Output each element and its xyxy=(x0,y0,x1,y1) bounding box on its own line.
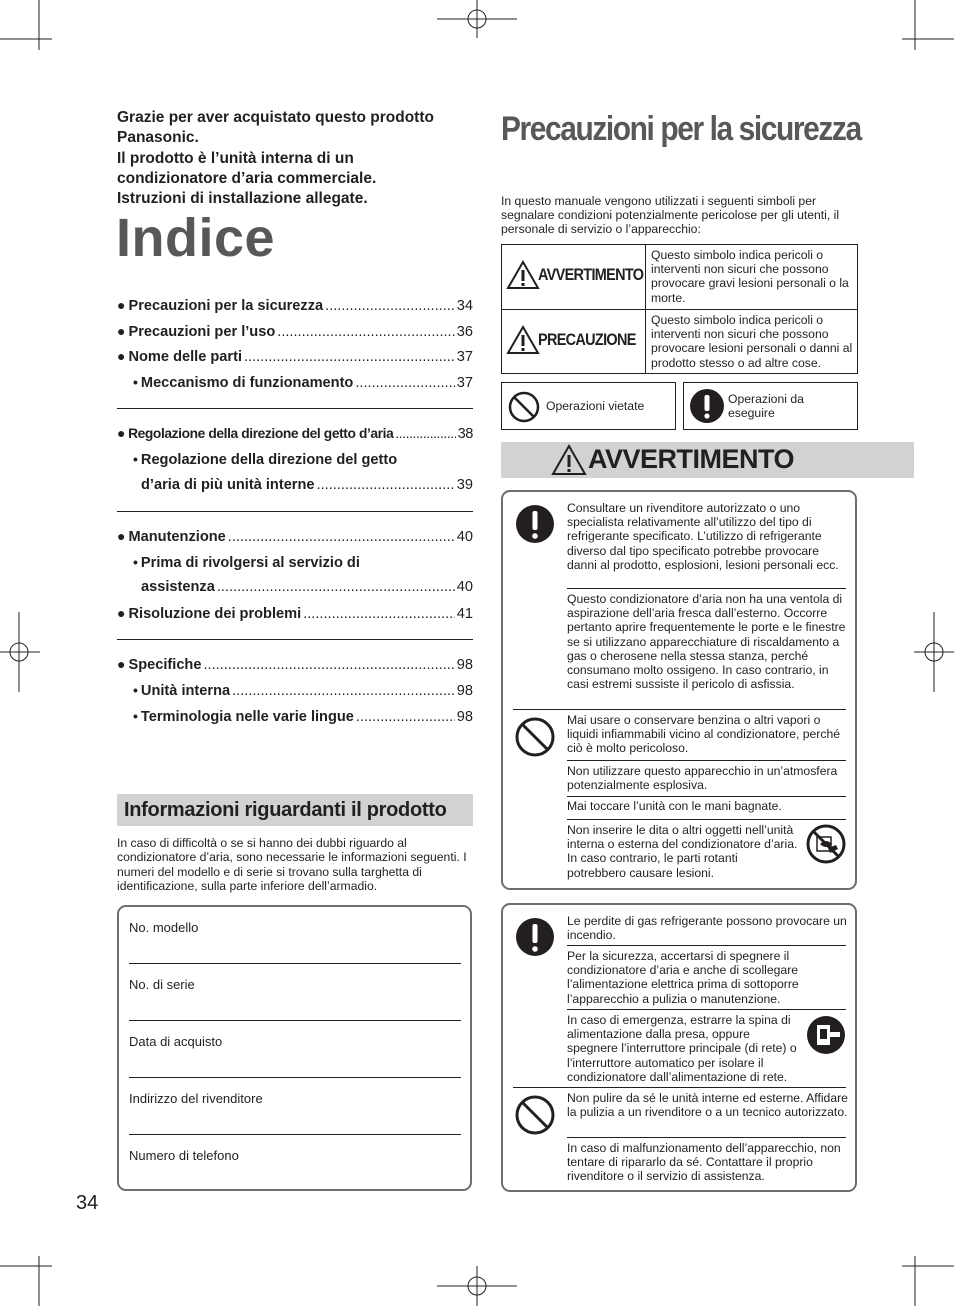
warning-text: Questo condizionatore d’aria non ha una ventola di aspirazione dell’aria fresca dall’esterno. Occorre pertanto aprire frequentemente le porte e le finestre se si utilizzano apparecchiature di riscaldamento a gas o cherosene nella stessa stanza, perché consumano molto ossigeno. In caso contrario, in casi estremi sussiste il pericolo di asfissia. xyxy=(567,592,846,692)
toc-divider xyxy=(117,639,473,640)
toc-entry[interactable] xyxy=(117,425,473,447)
toc-entry[interactable] xyxy=(141,579,473,601)
field-label: Data di acquisto xyxy=(129,1034,223,1049)
divider xyxy=(567,796,846,797)
bullet: ● xyxy=(117,528,126,544)
field-label: Indirizzo del rivenditore xyxy=(129,1091,263,1106)
toc-label: Meccanismo di funzionamento xyxy=(140,375,354,391)
warning-panel-1 xyxy=(501,490,857,890)
warning-heading-bar xyxy=(501,442,914,478)
toc-page: 98 xyxy=(456,709,473,725)
warning-triangle-icon xyxy=(551,444,587,476)
bullet: • xyxy=(133,374,138,390)
toc-label: Precauzioni per l’uso xyxy=(128,324,276,340)
toc-label: Specifiche xyxy=(128,657,202,673)
field-label: Numero di telefono xyxy=(129,1148,239,1163)
warning-triangle-icon xyxy=(506,325,540,355)
divider xyxy=(567,819,846,820)
serial-number-field[interactable] xyxy=(129,977,461,992)
page-number: 34 xyxy=(76,1192,99,1214)
warning-text: Non utilizzare questo apparecchio in un’atmosfera potenzialmente esplosiva. xyxy=(567,764,838,793)
warning-text: Per la sicurezza, accertarsi di spegnere il condizionatore d’aria e anche di scollegare l’alimentazione elettrica prima di sottoporre l’apparecchio a pulizia o manutenzione. xyxy=(567,949,799,1006)
warning-text: In caso di malfunzionamento dell’apparecchio, non tentare di ripararlo da sé. Contattare il proprio rivenditore o il servizio di assistenza. xyxy=(567,1141,841,1184)
toc-entry[interactable] xyxy=(133,682,473,704)
warning-triangle-icon xyxy=(506,260,540,290)
symbol-label: PRECAUZIONE xyxy=(538,330,636,349)
legend-label: Operazioni vietate xyxy=(546,399,645,413)
mandatory-action-icon xyxy=(515,917,555,957)
toc-entry[interactable] xyxy=(133,451,473,473)
toc-page: 40 xyxy=(456,579,473,595)
warning-text: Consultare un rivenditore autorizzato o uno specialista relativamente all’utilizzo del tipo di refrigerante specificato. L’utilizzo di refrigerante diverso dal tipo specificato potrebbe provocare danni al prodotto, esplosioni, lesioni personali ecc. xyxy=(567,501,839,572)
toc-entry[interactable] xyxy=(141,477,473,499)
intro-line: Istruzioni di installazione allegate. xyxy=(117,190,368,208)
field-label: No. di serie xyxy=(129,977,195,992)
symbol-label: AVVERTIMENTO xyxy=(538,265,644,284)
toc-label: Terminologia nelle varie lingue xyxy=(140,709,354,725)
divider xyxy=(513,709,846,710)
product-info-text: In caso di difficoltà o se si hanno dei dubbi riguardo al condizionatore d’aria, sono necessarie le informazioni seguenti. I numeri del modello e di serie si trovano sulla targhetta di identificazione, sulla parte inferiore dell’armadio. xyxy=(117,836,467,893)
toc-label: Prima di rivolgersi al servizio di xyxy=(140,555,360,571)
toc-page: 37 xyxy=(456,349,473,365)
toc-entry[interactable] xyxy=(117,297,473,319)
symbol-description: Questo simbolo indica pericoli o interventi non sicuri che possono provocare gravi lesioni personali o la morte. xyxy=(651,248,849,305)
dealer-address-field[interactable] xyxy=(129,1091,461,1106)
intro-line: Il prodotto è l’unità interna di un xyxy=(117,149,354,167)
toc-page: 34 xyxy=(456,298,473,314)
field-line xyxy=(129,1134,461,1135)
toc-page: 98 xyxy=(456,657,473,673)
warning-text: Mai toccare l’unità con le mani bagnate. xyxy=(567,799,782,813)
bullet: ● xyxy=(117,605,126,621)
bullet: ● xyxy=(117,656,126,672)
toc-page: 41 xyxy=(456,606,473,622)
phone-number-field[interactable] xyxy=(129,1148,461,1163)
bullet: ● xyxy=(117,323,126,339)
intro-line: Grazie per aver acquistato questo prodotto xyxy=(117,109,434,126)
bullet: ● xyxy=(117,348,126,364)
toc-page: 38 xyxy=(457,426,473,442)
intro-text xyxy=(117,108,477,209)
warning-text: In caso di emergenza, estrarre la spina di alimentazione dalla presa, oppure spegnere l’interruttore principale (di rete) o l’interruttore automatico per isolare il condizionatore dall’alimentazione di rete. xyxy=(567,1013,797,1084)
toc-label: Regolazione della direzione del getto d’aria xyxy=(128,426,394,441)
unplug-power-icon xyxy=(806,1015,846,1055)
caution-symbol-row xyxy=(502,310,857,374)
field-line xyxy=(129,1077,461,1078)
toc-entry[interactable] xyxy=(133,554,473,576)
toc-entry[interactable] xyxy=(117,656,473,678)
legend-label: Operazioni da eseguire xyxy=(728,392,804,420)
bullet: ● xyxy=(117,297,126,313)
divider xyxy=(567,1009,846,1010)
toc-label: Precauzioni per la sicurezza xyxy=(128,298,324,314)
bullet: • xyxy=(133,682,138,698)
field-line xyxy=(129,1020,461,1021)
toc-label: Manutenzione xyxy=(128,529,226,545)
mandatory-action-icon xyxy=(689,388,725,424)
toc-label: d’aria di più unità interne xyxy=(141,477,315,493)
warning-heading: AVVERTIMENTO xyxy=(588,444,795,474)
mandatory-operations-legend xyxy=(683,382,858,430)
no-fingers-in-fan-icon xyxy=(806,824,846,864)
prohibited-icon xyxy=(515,717,555,757)
toc-entry[interactable] xyxy=(117,605,473,627)
toc-page: 98 xyxy=(456,683,473,699)
warning-text: Mai usare o conservare benzina o altri vapori o liquidi infiammabili vicino al condizionatore, perché ciò è molto pericoloso. xyxy=(567,713,841,756)
toc-page: 36 xyxy=(456,324,473,340)
toc-entry[interactable] xyxy=(133,708,473,730)
divider xyxy=(567,945,846,946)
toc-page: 37 xyxy=(456,375,473,391)
symbol-legend-table xyxy=(501,244,858,374)
field-line xyxy=(129,963,461,964)
warning-panel-2 xyxy=(501,903,857,1192)
intro-line: Panasonic. xyxy=(117,129,199,147)
prohibited-icon xyxy=(508,391,540,423)
product-info-form xyxy=(117,905,472,1191)
divider xyxy=(513,1087,846,1088)
toc-label: Unità interna xyxy=(140,683,231,699)
model-number-field[interactable] xyxy=(129,920,461,935)
divider xyxy=(567,1137,846,1138)
toc-label: assistenza xyxy=(141,579,215,595)
product-info-heading: Informazioni riguardanti il prodotto xyxy=(117,794,473,826)
bullet: • xyxy=(133,708,138,724)
toc-label: Regolazione della direzione del getto xyxy=(140,452,398,468)
divider xyxy=(567,588,846,589)
warning-text: Non inserire le dita o altri oggetti nell’unità interna o esterna del condizionatore d’aria. In caso contrario, le parti rotanti potrebbero causare lesioni. xyxy=(567,823,798,880)
toc-entry[interactable] xyxy=(117,348,473,370)
prohibited-icon xyxy=(515,1095,555,1135)
field-label: No. modello xyxy=(129,920,199,935)
mandatory-action-icon xyxy=(515,504,555,544)
symbol-description: Questo simbolo indica pericoli o interventi non sicuri che possono provocare lesioni personali o danni al prodotto stesso o ad altre cose. xyxy=(651,313,853,370)
toc-page: 40 xyxy=(456,529,473,545)
warning-text: Non pulire da sé le unità interne ed esterne. Affidare la pulizia a un rivenditore o a un tecnico autorizzato. xyxy=(567,1091,848,1120)
safety-intro: In questo manuale vengono utilizzati i seguenti simboli per segnalare condizioni potenzialmente pericolose per gli utenti, il personale di servizio o l’apparecchio: xyxy=(501,194,840,236)
toc-entry[interactable] xyxy=(133,374,473,396)
bullet: • xyxy=(133,451,138,467)
toc-label: Risoluzione dei problemi xyxy=(128,606,302,622)
bullet: • xyxy=(133,554,138,570)
safety-title: Precauzioni per la sicurezza xyxy=(501,110,861,148)
toc-page: 39 xyxy=(456,477,473,493)
prohibited-operations-legend xyxy=(501,382,676,430)
bullet: ● xyxy=(117,425,126,441)
toc-label: Nome delle parti xyxy=(128,349,243,365)
toc-divider xyxy=(117,408,473,409)
toc-entry[interactable] xyxy=(117,528,473,550)
toc-entry[interactable] xyxy=(117,323,473,345)
toc-divider xyxy=(117,511,473,512)
intro-line: condizionatore d’aria commerciale. xyxy=(117,169,377,187)
divider xyxy=(567,760,846,761)
index-title: Indice xyxy=(116,208,276,268)
purchase-date-field[interactable] xyxy=(129,1034,461,1049)
warning-symbol-row xyxy=(502,245,857,309)
warning-text: Le perdite di gas refrigerante possono provocare un incendio. xyxy=(567,914,847,943)
